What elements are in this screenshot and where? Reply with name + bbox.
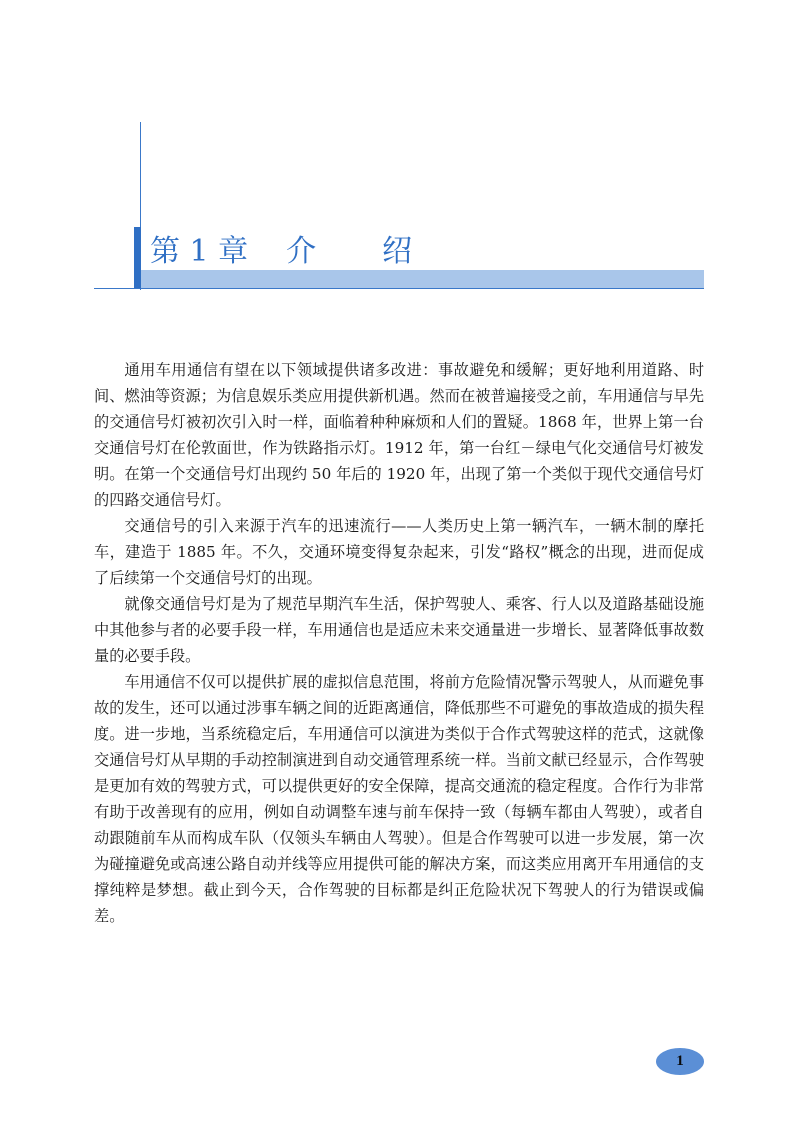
chapter-title-char-1: 介 [286,234,317,269]
chapter-accent-bar [134,227,141,289]
paragraph: 车用通信不仅可以提供扩展的虚拟信息范围，将前方危险情况警示驾驶人，从而避免事故的发生，还可以通过涉事车辆之间的近距离通信，降低那些不可避免的事故造成的损失程度。进一步地，当系统稳定后，车用通信可以演进为类似于合作式驾驶这样的范式，这就像交通信号灯从早期的手动控制演进到自动交通管理系统一样。当前文献已经显示，合作驾驶是更加有效的驾驶方式，可以提供更好的安全保障，提高交通流的稳定程度。合作行为非常有助于改善现有的应用，例如自动调整车速与前车保持一致（每辆车都由人驾驶），或者自动跟随前车从而构成车队（仅领头车辆由人驾驶）。但是合作驾驶可以进一步发展，第一次为碰撞避免或高速公路自动并线等应用提供可能的解决方案，而这类应用离开车用通信的支撑纯粹是梦想。截止到今天，合作驾驶的目标都是纠正危险状况下驾驶人的行为错误或偏差。 [94,673,704,925]
paragraph: 交通信号的引入来源于汽车的迅速流行——人类历史上第一辆汽车，一辆木制的摩托车，建造于 1885 年。不久，交通环境变得复杂起来，引发“路权”概念的出现，进而促成了后续第一个交通信号灯的出现。 [94,517,704,587]
paragraph: 通用车用通信有望在以下领域提供诸多改进：事故避免和缓解；更好地利用道路、时间、燃油等资源；为信息娱乐类应用提供新机遇。然而在被普遍接受之前，车用通信与早先的交通信号灯被初次引入时一样，面临着种种麻烦和人们的置疑。1868 年，世界上第一台交通信号灯在伦敦面世，作为铁路指示灯。1912 年，第一台红－绿电气化交通信号灯被发明。在第一个交通信号灯出现约 50 年后的 1920 年，出现了第一个类似于现代交通信号灯的四路交通信号灯。 [94,361,704,509]
page-number: 1 [676,1053,684,1069]
chapter-horizontal-rule [94,288,704,289]
paragraph: 就像交通信号灯是为了规范早期汽车生活，保护驾驶人、乘客、行人以及道路基础设施中其他参与者的必要手段一样，车用通信也是适应未来交通量进一步增长、显著降低事故数量的必要手段。 [94,595,704,665]
chapter-header-bar [141,270,704,288]
body-text [94,357,704,929]
chapter-title-char-2: 绍 [382,234,413,269]
chapter-label: 第 1 章 [150,234,249,269]
chapter-title [150,232,412,272]
page-number-badge [656,1048,704,1075]
